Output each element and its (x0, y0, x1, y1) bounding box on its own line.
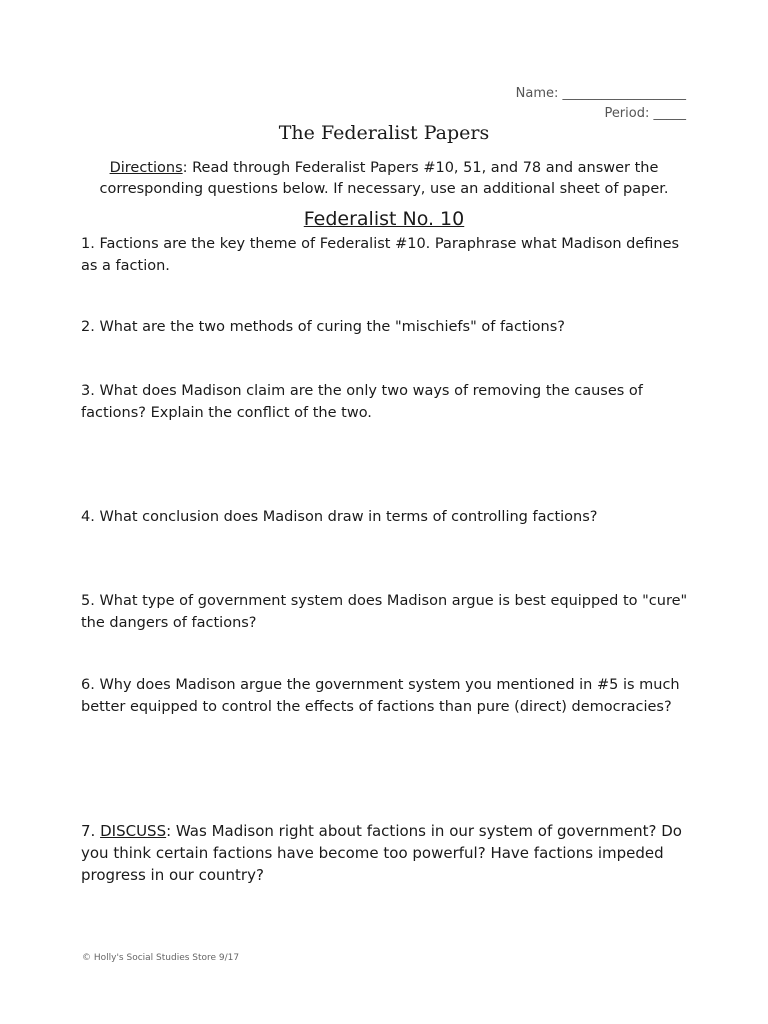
directions-label: Directions (109, 160, 183, 176)
question-5: 5. What type of government system does Madison argue is best equipped to "cure" the dangers of factions? (81, 593, 688, 631)
question-3: 3. What does Madison claim are the only two ways of removing the causes of factions? Explain the conflict of the two. (81, 383, 643, 421)
question-6: 6. Why does Madison argue the government system you mentioned in #5 is much better equipped to control the effects of factions than pure (direct) democracies? (81, 677, 680, 715)
directions-paragraph (84, 158, 684, 200)
question-7-text: : Was Madison right about factions in our system of government? Do you think certain factions have become too powerful? Have factions impeded progress in our country? (81, 822, 682, 884)
page-title: The Federalist Papers (278, 122, 490, 144)
directions-text: : Read through Federalist Papers #10, 51, and 78 and answer the corresponding questions below. If necessary, use an additional sheet of paper. (99, 160, 669, 197)
name-field-label: Name: ___________________ (515, 86, 686, 101)
question-2: 2. What are the two methods of curing the "mischiefs" of factions? (81, 319, 565, 335)
question-7-discuss-tag: DISCUSS (100, 822, 167, 840)
section-title: Federalist No. 10 (303, 208, 465, 230)
question-4: 4. What conclusion does Madison draw in terms of controlling factions? (81, 509, 598, 525)
question-7-number: 7. (81, 822, 101, 840)
period-field-label: Period: _____ (604, 106, 686, 121)
copyright-footer: © Holly's Social Studies Store 9/17 (82, 953, 240, 963)
question-1: 1. Factions are the key theme of Federalist #10. Paraphrase what Madison defines as a faction. (81, 236, 680, 274)
question-7 (81, 820, 689, 886)
